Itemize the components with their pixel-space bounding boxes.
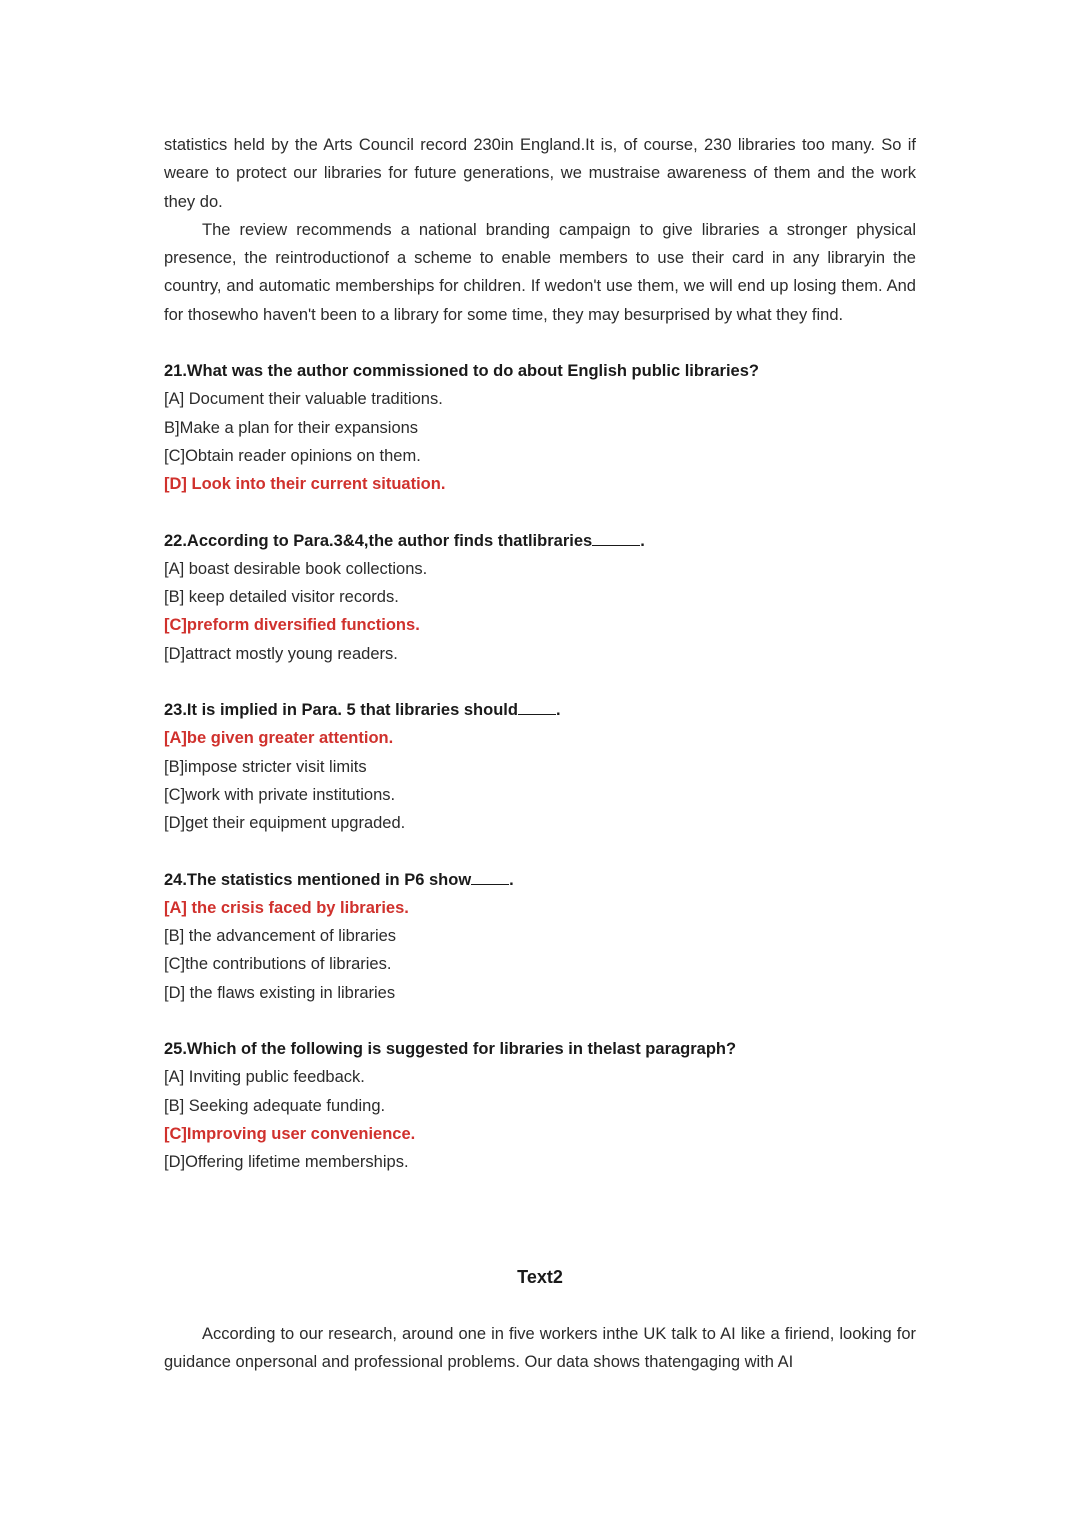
question-23: [164, 696, 916, 837]
option-b: [B] Seeking adequate funding.: [164, 1096, 386, 1115]
option-c: [C]work with private institutions.: [164, 785, 396, 804]
option-b: [B] keep detailed visitor records.: [164, 588, 399, 607]
option-d: [D]get their equipment upgraded.: [164, 814, 406, 833]
text2-body: [164, 1320, 916, 1377]
answer-blank: [471, 870, 509, 885]
option-c: [C]the contributions of libraries.: [164, 955, 392, 974]
question-stem: 23.It is implied in Para. 5 that libraries should .: [164, 701, 561, 720]
option-a: [A] boast desirable book collections.: [164, 559, 428, 578]
question-stem: 21.What was the author commissioned to do about English public libraries?: [164, 362, 759, 381]
option-c-answer: [C]preform diversified functions.: [164, 616, 420, 635]
option-a-answer: [A]be given greater attention.: [164, 729, 394, 748]
option-d: [D]Offering lifetime memberships.: [164, 1153, 409, 1172]
question-21: [164, 357, 916, 498]
text2-paragraph-1: According to our research, around one in five workers inthe UK talk to AI like a firiend, looking for guidance onpersonal and professional problems. Our data shows thatengaging with AI: [164, 1325, 916, 1372]
option-b: [B]impose stricter visit limits: [164, 757, 367, 776]
option-a: [A] Document their valuable traditions.: [164, 390, 443, 409]
question-stem: 25.Which of the following is suggested for libraries in thelast paragraph?: [164, 1040, 737, 1059]
answer-blank: [592, 531, 640, 546]
option-d: [D]attract mostly young readers.: [164, 644, 398, 663]
option-c: [C]Obtain reader opinions on them.: [164, 446, 421, 465]
passage-paragraph-1: statistics held by the Arts Council record 230in England.It is, of course, 230 libraries too many. So if weare to protect our libraries for future generations, we mustraise awareness of them and the work they do.: [164, 136, 916, 211]
question-22: [164, 527, 916, 668]
option-b: B]Make a plan for their expansions: [164, 418, 419, 437]
option-d: [D] the flaws existing in libraries: [164, 983, 396, 1002]
option-b: [B] the advancement of libraries: [164, 927, 397, 946]
option-a: [A] Inviting public feedback.: [164, 1068, 365, 1087]
option-a-answer: [A] the crisis faced by libraries.: [164, 898, 409, 917]
answer-blank: [518, 700, 556, 715]
question-25: [164, 1035, 916, 1176]
document-page: [164, 131, 916, 1177]
option-d-answer: [D] Look into their current situation.: [164, 475, 446, 494]
passage-paragraph-2: The review recommends a national branding campaign to give libraries a stronger physical presence, the reintroductionof a scheme to enable members to use their card in any libraryin the country, and automatic memberships for children. If wedon't use them, we will end up losing them. And for thosewho haven't been to a library for some time, they may besurprised by what they find.: [164, 220, 916, 324]
section-title: Text2: [517, 1267, 563, 1287]
option-c-answer: [C]Improving user convenience.: [164, 1124, 416, 1143]
question-24: [164, 866, 916, 1007]
question-stem: 24.The statistics mentioned in P6 show .: [164, 870, 514, 889]
question-stem: 22.According to Para.3&4,the author finds thatlibraries .: [164, 531, 645, 550]
